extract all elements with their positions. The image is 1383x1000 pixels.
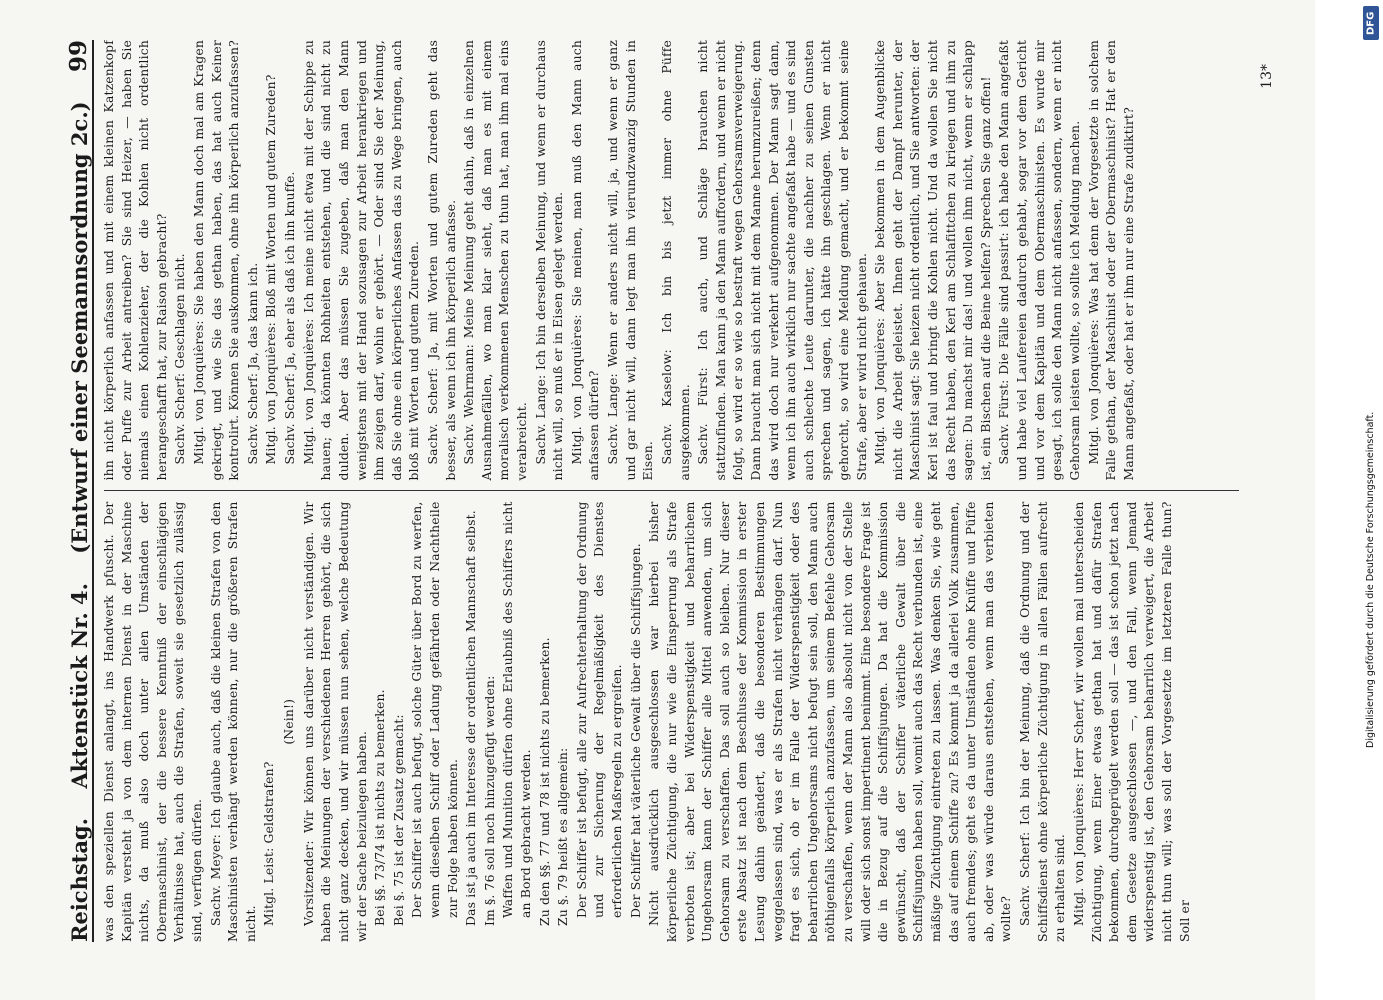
paragraph: Der Schiffer hat väterliche Gewalt über die Schiffsjungen. — [627, 543, 643, 918]
paragraph: Mitgl. von Jonquières: Was hat denn der Vorgesetzte in solchem Falle gethan, der Maschinist oder der Obermaschinist? Hat er den Mann angefaßt, oder hat er ihm nur eine Strafe zudiktirt? — [1085, 40, 1136, 481]
page-header — [48, 40, 94, 942]
paragraph: Vorsitzender: Wir können uns darüber nicht verständigen. Wir haben die Meinungen der verschiedenen Herren gehört, die sich nicht ganz decken, und wir müssen nun sehen, welche Bedeutung wir der Sache beizulegen haben. — [300, 501, 369, 942]
paragraph: Sachv. Scherf: Ja, das kann ich. — [244, 262, 260, 465]
paragraph: Mitgl. von Jonquières: Sie haben den Mann doch mal am Kragen gekriegt, und wie Sie das gethan haben, das hat auch Keiner kontrolirt. Können Sie auskommen, ohne ihn körperlich anzufassen? — [191, 40, 242, 481]
paragraph: Mitgl. Leist: Geldstrafen? — [261, 761, 277, 926]
paragraph: Mitgl. von Jonquières: Bloß mit Worten und gutem Zureden? — [263, 74, 279, 465]
paragraph: Der Schiffer ist auch befugt, solche Güter über Bord zu werfen, wenn dieselben Schiff oder Ladung gefährden oder Nachtheile zur Folge haben können. — [409, 501, 460, 918]
paragraph: Sachv. Scherf: Ja, eher als daß ich ihn knuffe. — [282, 171, 298, 465]
dfg-logo: DFG — [1363, 6, 1379, 40]
digitization-credit: Digitalisierung gefördert durch die Deutsche Forschungsgemeinschaft. — [1365, 411, 1376, 748]
paragraph: ihn nicht körperlich anfassen und mit einem kleinen Katzenkopf oder Puffe zur Arbeit antreiben? Sie sind Heizer, — haben Sie niemals einen Kohlenzieher, der die Kohlen nicht ordentlich herangeschafft hat, zur Raison gebracht? — [101, 40, 169, 481]
paragraph: Zu §. 79 heißt es allgemein: — [555, 747, 571, 926]
paragraph: Sachv. Fürst: Die Fälle sind passirt: ich habe den Mann angefaßt und habe viel Laufereien dadurch gehabt, sogar vor dem Gericht und vor dem Kapitän und dem Obermaschinisten. Es wurde mir gesagt, ich solle den Mann nicht anfassen, sondern, wenn er nicht Gehorsam leisten wollte, so sollte ich Meldung machen. — [996, 40, 1082, 481]
text-column-left — [100, 492, 1243, 943]
paragraph: Nicht ausdrücklich ausgeschlossen war hierbei bisher körperliche Züchtigung, die nur wie die Einsperrung als Strafe verboten ist; aber bei Widerspenstigkeit und beharrlichem Ungehorsam kann der Schiffer alle Mittel anwenden, um sich Gehorsam zu verschaffen. Das soll auch so bleiben. Nur dieser erste Absatz ist nach dem Beschlusse der Kommission in erster Lesung dahin geändert, daß die besonderen Bestimmungen weggelassen sind, was er als Strafen nicht verhängen darf. Nun fragt es sich, ob er im Falle der Widerspenstigkeit oder des beharrlichen Ungehorsams nicht befugt sein soll, den Mann auch nöthigenfalls körperlich anzufassen, um seinem Befehle Gehorsam zu verschaffen, wenn der Mann also absolut nicht von der Stelle will oder sich sonst impertinent benimmt. Eine besondere Frage ist die in Bezug auf die Schiffsjungen. Da hat die Kommission gewünscht, daß der Schiffer väterliche Gewalt über die Schiffsjungen haben soll, womit auch das Recht verbunden ist, eine mäßige Züchtigung eintreten zu lassen. Was denken Sie, wie geht das auf einem Schiffe zu? Es kommt ja da allerlei Volk zusammen, auch fremdes; geht es da unter Umständen ohne Knüffe und Püffe ab, oder was würde daraus entstehen, wenn man das verbieten wollte? — [646, 501, 1014, 942]
digitization-sidebar — [1361, 0, 1383, 1000]
paragraph: (Nein!) — [281, 698, 297, 745]
signature-mark: 13* — [1259, 64, 1275, 89]
paragraph: Sachv. Lange: Ich bin derselben Meinung, und wenn er durchaus nicht will, so muß er in Eisen gelegt werden. — [532, 40, 566, 481]
text-column-right — [100, 40, 1243, 491]
paragraph: Sachv. Scherf: Ja, mit Worten und gutem Zureden geht das besser, als wenn ich ihn körperlich anfasse. — [424, 40, 458, 481]
page-number: 99 — [65, 40, 92, 73]
column-divider — [104, 491, 1239, 492]
paragraph: Bei §. 75 ist der Zusatz gemacht: — [390, 714, 406, 926]
paragraph: Sachv. Lange: Wenn er anders nicht will, ja, und wenn er ganz und gar nicht will, dann legt man ihn vierundzwanzig Stunden in Eisen. — [605, 40, 656, 481]
paragraph: Mitgl. von Jonquières: Sie meinen, man muß den Mann auch anfassen dürfen? — [568, 40, 602, 481]
paragraph: Zu den §§. 77 und 78 ist nichts zu bemerken. — [536, 637, 552, 926]
paragraph: Sachv. Scherf: Ich bin der Meinung, daß die Ordnung und der Schiffsdienst ohne körperliche Züchtigung in allen Fällen aufrecht zu erhalten sind. — [1017, 501, 1068, 942]
header-publication: Reichstag. — [67, 818, 92, 942]
paragraph: Sachv. Fürst: Ich auch, und Schläge brauchen nicht stattzufinden. Man kann ja den Mann auffordern, und wenn er nicht folgt, so wird er so wie so bestraft wegen Gehorsamsverweigerung. Dann braucht man sich nicht mit dem Manne herumzureißen; denn das wird doch nur verkehrt aufgenommen. Der Mann sagt dann, wenn ich ihn auch wirklich nur sachte angefaßt habe — und es sind auch schlechte Leute darunter, die nachher zu seinen Gunsten sprechen und sagen, ich hätte ihn geschlagen. Wenn er nicht gehorcht, so wird eine Meldung gemacht, und er bekommt seine Strafe, aber er wird nicht gehauen. — [695, 40, 869, 481]
paragraph: Das ist ja auch im Interesse der ordentlichen Mannschaft selbst. — [463, 510, 479, 926]
paragraph: Im §. 76 soll noch hinzugefügt werden: — [481, 675, 497, 926]
paragraph: Sachv. Meyer: Ich glaube auch, daß die kleinen Strafen von den Maschinisten verhängt werden können, nur die größeren Strafen nicht. — [207, 501, 258, 942]
paragraph: Mitgl. von Jonquières: Aber Sie bekommen in dem Augenblicke nicht die Arbeit geleistet. Ihnen geht der Dampf herunter, der Maschinist sagt: Sie heizen nicht ordentlich, und Sie antworten: der Kerl ist faul und bringt die Kohlen nicht. Und da wollen Sie nicht das Recht haben, den Kerl am Schlafittchen zu kriegen und ihm zu sagen: Du machst mir das! und wollen ihm nicht, wenn er schlapp ist, ein Bischen auf die Beine helfen? Sprechen Sie ganz offen! — [872, 40, 993, 481]
paragraph: Der Schiffer ist befugt, alle zur Aufrechterhaltung der Ordnung und zur Sicherung der Regelmäßigkeit des Dienstes erforderlichen Maßregeln zu ergreifen. — [573, 501, 625, 918]
paragraph: Bei §§. 73/74 ist nichts zu bemerken. — [372, 689, 388, 926]
paragraph: Sachv. Wehrmann: Meine Meinung geht dahin, daß in einzelnen Ausnahmefällen, wo man klar sieht, daß man es mit einem moralisch verkommenen Menschen zu thun hat, man ihm mal eins verabreicht. — [461, 40, 530, 481]
paragraph: Waffen und Munition dürfen ohne Erlaubniß des Schiffers nicht an Bord gebracht werden. — [500, 501, 534, 918]
header-document-number: Aktenstück Nr. 4. — [67, 583, 92, 789]
paragraph: Sachv. Scherf: Geschlagen nicht. — [172, 253, 188, 465]
header-document-title: (Entwurf einer Seemannsordnung 2c.) — [67, 101, 92, 554]
paragraph: Sachv. Kaselow: Ich bin bis jetzt immer ohne Püffe ausgekommen. — [658, 40, 692, 481]
paragraph: Mitgl. von Jonquières: Herr Scherf, wir wollen mal unterscheiden Züchtigung, wenn Einer etwas gethan hat und dafür Strafen bekommen, durchgeprügelt werden soll — das ist schon jetzt nach dem Gesetze ausgeschlossen —, und den Fall, wenn Jemand widerspenstig ist, den Gehorsam beharrlich verweigert, die Arbeit nicht thun will; was soll der Vorgesetzte im letzteren Falle thun? Soll er — [1070, 501, 1192, 942]
paragraph: was den speziellen Dienst anlangt, ins Handwerk pfuscht. Der Kapitän versteht ja von dem internen Dienst in der Maschine nichts, da muß also doch unter allen Umständen der Obermaschinist, der die bessere Kenntniß der einschlägigen Verhältnisse hat, auch die Strafen, soweit sie gesetzlich zulässig sind, verfügen dürfen. — [101, 501, 205, 942]
text-columns — [100, 40, 1243, 942]
paragraph: Mitgl. von Jonquières: Ich meine nicht etwa mit der Schippe zu hauen; da könnten Rohheiten entstehen, und die sind nicht zu dulden. Aber das müssen Sie zugeben, daß man den Mann wenigstens mit der Hand sozusagen zur Arbeit herankriegen und ihm zeigen darf, wohin er gehört. — Oder sind Sie der Meinung, daß Sie ohne ein körperliches Anfassen das zu Wege bringen, auch bloß mit Worten und gutem Zureden. — [300, 40, 422, 481]
